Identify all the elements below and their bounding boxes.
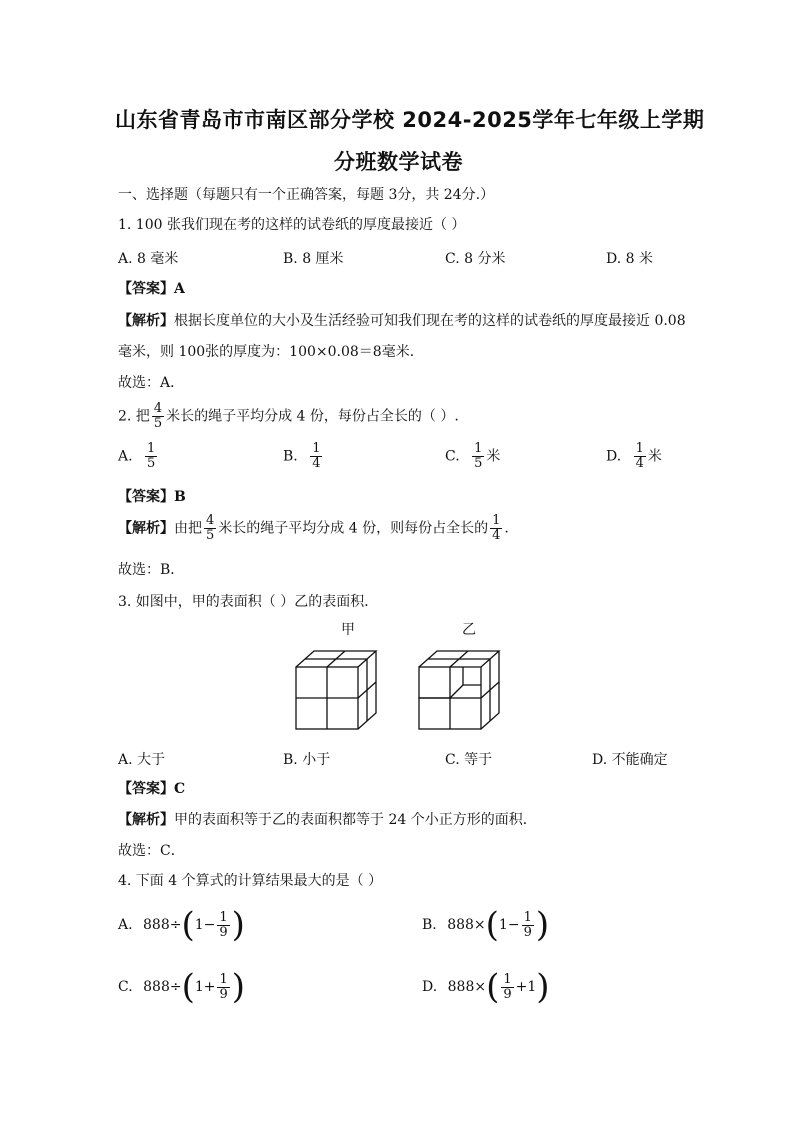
page-title-line2: 分班数学试卷: [334, 150, 463, 174]
q2-option-b: [283, 442, 324, 471]
cube-yi: [419, 651, 499, 729]
q2-stem-suffix: 米长的绳子平均分成 4 份，每份占全长的（ ）.: [166, 408, 459, 425]
q2-analysis-frac2-den: 4: [492, 528, 501, 543]
q1-option-c: C. 8 分米: [445, 251, 506, 267]
q3-analysis-label: 【解析】: [118, 812, 174, 828]
q4-option-b-num: 1: [523, 909, 532, 925]
cube-figures: [290, 645, 505, 737]
q4-option-d: [422, 967, 550, 1007]
q2-choose: 故选：B．: [118, 562, 185, 578]
page-title-line1: 山东省青岛市市南区部分学校 2024-2025学年七年级上学期: [115, 108, 705, 132]
q4-option-b-rparen: ): [535, 905, 550, 945]
figure-label-yi: 乙: [462, 622, 476, 638]
q2-option-a-num: 1: [147, 441, 156, 456]
q4-option-c-label: C.: [118, 979, 133, 995]
q4-option-a: [118, 905, 245, 945]
q4-option-b-fraction: [522, 911, 534, 940]
q4-option-b: [422, 905, 550, 945]
q3-choose: 故选：C．: [118, 843, 185, 859]
q2-analysis: [118, 514, 509, 543]
q2-option-c-label: C.: [445, 448, 460, 465]
q4-stem: 4. 下面 4 个算式的计算结果最大的是（ ）: [118, 873, 383, 889]
q4-option-b-inner-pre: 1−: [498, 917, 520, 933]
q2-option-d-num: 1: [635, 441, 644, 456]
q2-option-b-label: B.: [283, 448, 298, 465]
q1-option-b: B. 8 厘米: [283, 251, 344, 267]
q2-option-a-label: A.: [118, 448, 133, 465]
q1-stem: 1. 100 张我们现在考的这样的试卷纸的厚度最接近（ ）: [118, 217, 466, 233]
q4-option-d-label: D.: [422, 979, 438, 995]
q4-option-d-rparen: ): [536, 967, 550, 1007]
q4-option-a-den: 9: [219, 924, 228, 940]
q3-option-a: A. 大于: [118, 752, 166, 768]
q4-option-c-den: 9: [219, 986, 228, 1002]
q4-option-d-lparen: (: [486, 967, 500, 1007]
q4-option-b-label: B.: [422, 917, 437, 933]
q4-option-c-num: 1: [219, 971, 228, 987]
q2-option-d-fraction: [634, 442, 646, 471]
q2-analysis-frac1: [204, 514, 216, 543]
q2-option-c-unit: 米: [486, 448, 501, 465]
q2-analysis-mid: 米长的绳子平均分成 4 份，则每份占全长的: [218, 520, 489, 537]
q4-option-d-den: 9: [503, 986, 512, 1002]
q4-option-b-den: 9: [523, 924, 532, 940]
q1-option-a: A. 8 毫米: [118, 251, 179, 267]
q2-analysis-frac2: [490, 514, 502, 543]
q4-option-a-expr: 888÷: [143, 917, 182, 933]
q3-analysis: [118, 811, 537, 829]
q4-option-a-fraction: [217, 911, 229, 940]
q4-option-d-num: 1: [503, 971, 512, 987]
q2-option-c-num: 1: [474, 441, 483, 456]
q2-option-d-den: 4: [635, 456, 644, 471]
q2-stem-frac-num: 4: [153, 401, 163, 416]
q2-option-c: [445, 442, 500, 471]
q4-option-c-expr: 888÷: [143, 979, 182, 995]
q4-option-d-inner-post: +1: [515, 979, 537, 995]
q4-option-a-rparen: ): [231, 905, 245, 945]
q1-option-d: D. 8 米: [606, 251, 653, 267]
q2-option-b-num: 1: [312, 441, 321, 456]
q4-option-a-lparen: (: [181, 905, 195, 945]
q4-option-a-num: 1: [219, 909, 228, 925]
q2-stem-fraction: [152, 402, 164, 431]
q2-analysis-frac2-num: 1: [492, 513, 501, 528]
q4-option-d-fraction: [501, 973, 513, 1002]
q2-option-b-fraction: [310, 442, 322, 471]
q2-analysis-pre: 由把: [174, 520, 202, 537]
q2-analysis-label: 【解析】: [118, 520, 174, 537]
q2-option-a-den: 5: [147, 456, 156, 471]
q2-stem-prefix: 2. 把: [118, 408, 150, 425]
q2-option-c-den: 5: [474, 456, 483, 471]
q3-option-d: D. 不能确定: [592, 752, 668, 768]
q4-option-c: [118, 967, 246, 1007]
q3-answer: 【答案】C: [118, 781, 186, 797]
q2-option-a-fraction: [145, 442, 157, 471]
q2-analysis-frac1-den: 5: [206, 528, 215, 543]
q2-analysis-end: .: [504, 520, 509, 537]
q4-option-d-expr: 888×: [447, 979, 487, 995]
cube-jia: [296, 651, 376, 729]
q2-option-b-den: 4: [312, 456, 321, 471]
q4-option-c-fraction: [217, 973, 229, 1002]
q3-option-c: C. 等于: [445, 752, 493, 768]
q4-option-b-expr: 888×: [447, 917, 486, 933]
q4-option-b-lparen: (: [485, 905, 499, 945]
q2-option-d-label: D.: [606, 448, 622, 465]
q3-analysis-text: 甲的表面积等于乙的表面积都等于 24 个小正方形的面积．: [174, 812, 537, 828]
q2-stem: [118, 402, 459, 431]
q3-stem: 3. 如图中，甲的表面积（ ）乙的表面积．: [118, 594, 379, 610]
q3-option-b: B. 小于: [283, 752, 331, 768]
q4-option-a-label: A.: [118, 917, 133, 933]
q4-option-a-inner-pre: 1−: [194, 917, 216, 933]
q4-option-c-inner-pre: 1+: [194, 979, 216, 995]
q1-analysis-line2: 毫米，则 100张的厚度为：100×0.08＝8毫米．: [118, 344, 424, 360]
q1-analysis: [118, 312, 686, 330]
section-heading: 一、选择题（每题只有一个正确答案，每题 3分，共 24分.）: [118, 187, 495, 203]
q2-option-d: [606, 442, 662, 471]
q4-option-c-rparen: ): [231, 967, 246, 1007]
q2-option-d-unit: 米: [647, 448, 662, 465]
q1-analysis-text1: 根据长度单位的大小及生活经验可知我们现在考的这样的试卷纸的厚度最接近 0.08: [174, 313, 686, 329]
q2-stem-frac-den: 5: [153, 416, 163, 431]
figure-label-jia: 甲: [341, 622, 355, 638]
q1-choose: 故选：A．: [118, 375, 185, 391]
q2-analysis-frac1-num: 4: [206, 513, 215, 528]
q2-option-c-fraction: [472, 442, 484, 471]
q4-option-c-lparen: (: [181, 967, 195, 1007]
q1-answer: 【答案】A: [118, 281, 185, 297]
q1-analysis-label: 【解析】: [118, 313, 174, 329]
q2-option-a: [118, 442, 159, 471]
q2-answer: 【答案】B: [118, 489, 186, 505]
